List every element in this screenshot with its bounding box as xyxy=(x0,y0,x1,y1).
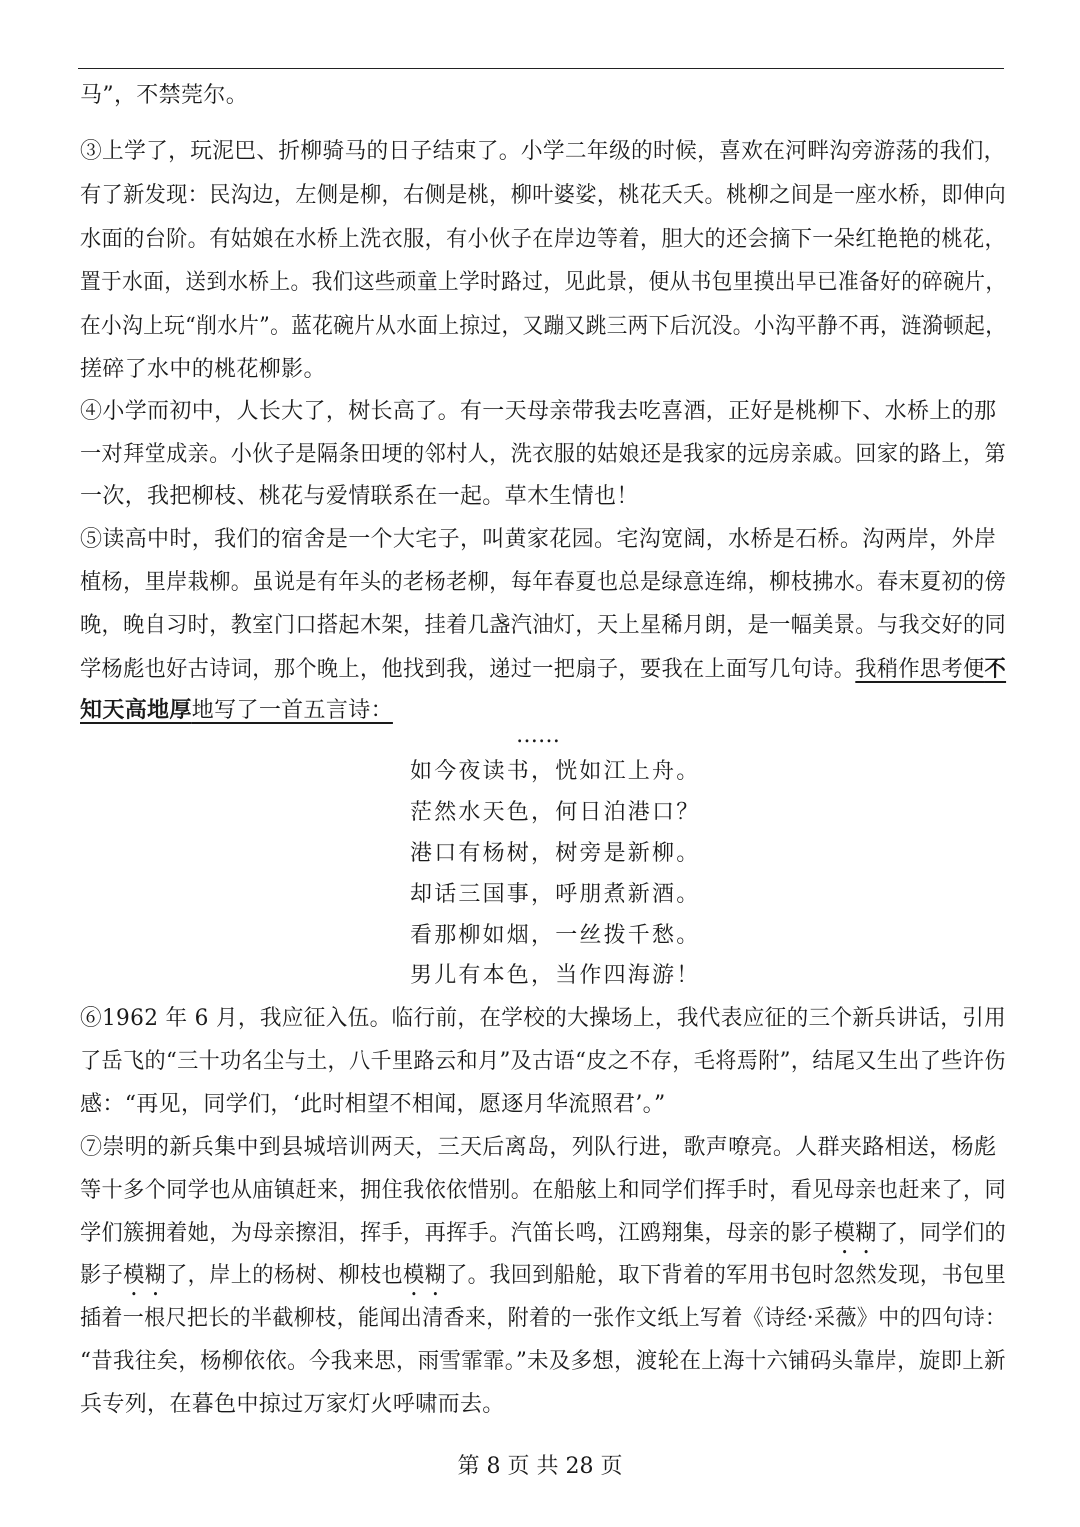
plain-text: 学们簇拥着她，为母亲擦泪，挥手，再挥手。汽笛长鸣，江鸥翔集，母亲的影子 xyxy=(80,1221,834,1246)
plain-text: 影子 xyxy=(80,1263,124,1288)
paragraph-4-line: 一对拜堂成亲。小伙子是隔条田埂的邻村人，洗衣服的姑娘还是我家的远房亲戚。回家的路上，第 xyxy=(80,442,1007,467)
paragraph-7-line xyxy=(80,1212,1007,1256)
paragraph-3-line: 有了新发现：民沟边，左侧是柳，右侧是桃，柳叶婆娑，桃花夭夭。桃柳之间是一座水桥，即伸向 xyxy=(80,183,1007,208)
underlined-text: 我稍作思考便 xyxy=(855,657,985,682)
header-rule xyxy=(78,68,1004,69)
paragraph-5-line xyxy=(80,647,1007,691)
paragraph-7-line: “昔我往矣，杨柳依依。今我来思，雨雪霏霏。”未及多想，渡轮在上海十六铺码头靠岸，旋即上新 xyxy=(80,1349,1006,1374)
emphasis-dotted-text: 模糊 xyxy=(833,1221,877,1246)
bold-underlined-text: 知天高地厚 xyxy=(80,697,192,723)
plain-text: 学杨彪也好古诗词，那个晚上，他找到我，递过一把扇子，要我在上面写几句诗。 xyxy=(80,657,856,682)
paragraph-5-line: 晚，晚自习时，教室门口搭起木架，挂着几盏汽油灯，天上星稀月朗，是一幅美景。与我交好的同 xyxy=(80,613,1007,638)
bold-underlined-text: 不 xyxy=(984,656,1007,682)
emphasis-dotted-text: 模糊 xyxy=(123,1263,167,1288)
poem-line: 港口有杨树，树旁是新柳。 xyxy=(410,841,701,866)
poem-line: 男儿有本色，当作四海游！ xyxy=(410,963,701,988)
paragraph-3-line: 置于水面，送到水桥上。我们这些顽童上学时路过，见此景，便从书包里摸出早已准备好的碎碗片， xyxy=(80,270,1007,295)
poem-line: 茫然水天色，何日泊港口？ xyxy=(410,800,701,825)
paragraph-4-line: 一次，我把柳枝、桃花与爱情联系在一起。草木生情也！ xyxy=(80,484,639,509)
paragraph-4-line: ④小学而初中，人长大了，树长高了。有一天母亲带我去吃喜酒，正好是桃柳下、水桥上的那 xyxy=(80,399,997,424)
paragraph-7-line: ⑦崇明的新兵集中到县城培训两天，三天后离岛，列队行进，歌声嘹亮。人群夹路相送，杨彪 xyxy=(80,1135,997,1160)
paragraph-6-line: 了岳飞的“三十功名尘与土，八千里路云和月”及古语“皮之不存，毛将焉附”，结尾又生出了些许伤 xyxy=(80,1049,1006,1074)
paragraph-3-line: 搓碎了水中的桃花柳影。 xyxy=(80,357,326,382)
paragraph-3-line: 水面的台阶。有姑娘在水桥上洗衣服，有小伙子在岸边等着，胆大的还会摘下一朵红艳艳的桃花， xyxy=(80,227,1007,252)
plain-text: 了，同学们的 xyxy=(876,1221,1007,1246)
poem-line: 看那柳如烟，一丝拨千愁。 xyxy=(410,923,701,948)
paragraph-3-line: ③上学了，玩泥巴、折柳骑马的日子结束了。小学二年级的时候，喜欢在河畔沟旁游荡的我们， xyxy=(80,139,1006,164)
underlined-text: 地写了一首五言诗： xyxy=(191,698,393,723)
plain-text: 了，岸上的杨树、柳枝也 xyxy=(166,1263,404,1288)
paragraph-6-line: 感：“再见，同学们，‘此时相望不相闻，愿逐月华流照君’。” xyxy=(80,1092,666,1117)
paragraph-7-line xyxy=(80,1254,1007,1298)
paragraph-7-line: 等十多个同学也从庙镇赶来，拥住我依依惜别。在船舷上和同学们挥手时，看见母亲也赶来了，同 xyxy=(80,1178,1007,1203)
page-footer: 第 8 页 共 28 页 xyxy=(457,1454,623,1479)
paragraph-6-line: ⑥1962 年 6 月，我应征入伍。临行前，在学校的大操场上，我代表应征的三个新兵讲话，引用 xyxy=(80,1006,1007,1031)
poem-line: 却话三国事，呼朋煮新酒。 xyxy=(410,882,701,907)
paragraph-5-line: ⑤读高中时，我们的宿舍是一个大宅子，叫黄家花园。宅沟宽阔，水桥是石桥。沟两岸，外岸 xyxy=(80,527,997,552)
emphasis-dotted-text: 模糊 xyxy=(403,1263,447,1288)
paragraph-7-line: 兵专列，在暮色中掠过万家灯火呼啸而去。 xyxy=(80,1392,505,1417)
paragraph-3-line: 在小沟上玩“削水片”。蓝花碗片从水面上掠过，又蹦又跳三两下后沉没。小沟平静不再，涟漪顿起， xyxy=(80,314,1007,339)
text-line: 马”，不禁莞尔。 xyxy=(80,83,249,108)
paragraph-5-line: 植杨，里岸栽柳。虽说是有年头的老杨老柳，每年春夏也总是绿意连绵，柳枝拂水。春末夏初的傍 xyxy=(80,570,1007,595)
plain-text: 了。我回到船舱，取下背着的军用书包时忽然发现，书包里 xyxy=(446,1263,1007,1288)
paragraph-7-line: 插着一根尺把长的半截柳枝，能闻出清香来，附着的一张作文纸上写着《诗经·采薇》中的四句诗： xyxy=(80,1306,1007,1331)
poem-ellipsis: …… xyxy=(516,723,560,748)
poem-line: 如今夜读书，恍如江上舟。 xyxy=(410,759,701,784)
